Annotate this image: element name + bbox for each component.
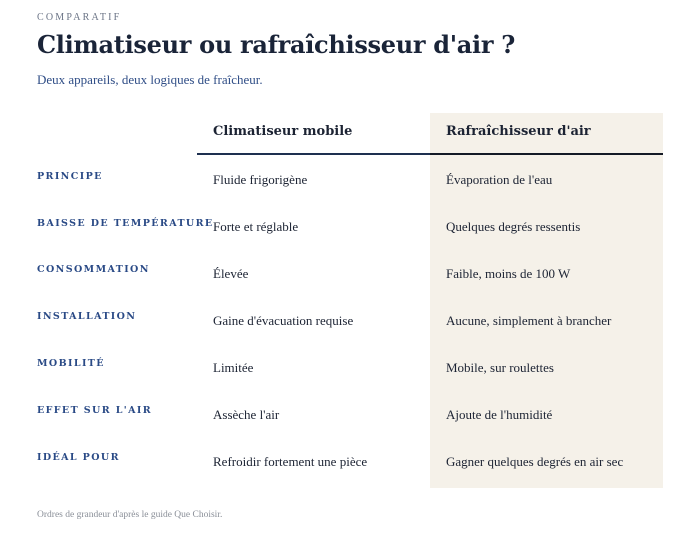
column-header-rafraichisseur: Rafraîchisseur d'air: [446, 124, 591, 139]
table-row: [0, 313, 700, 360]
column-header-climatiseur: Climatiseur mobile: [213, 124, 353, 139]
cell-climatiseur: Gaine d'évacuation requise: [213, 313, 354, 328]
table-row: [0, 172, 700, 219]
row-label: PRINCIPE: [37, 171, 103, 182]
source-footnote: Ordres de grandeur d'après le guide Que Choisir.: [37, 510, 223, 520]
cell-climatiseur: Assèche l'air: [213, 407, 280, 422]
cell-rafraichisseur: Aucune, simplement à brancher: [446, 313, 612, 328]
header-divider-highlight: [430, 153, 663, 155]
cell-climatiseur: Limitée: [213, 360, 254, 375]
row-label: INSTALLATION: [37, 311, 137, 322]
cell-climatiseur: Fluide frigorigène: [213, 172, 308, 187]
table-row: [0, 454, 700, 501]
eyebrow-label: COMPARATIF: [37, 12, 122, 23]
cell-rafraichisseur: Faible, moins de 100 W: [446, 266, 571, 281]
cell-rafraichisseur: Mobile, sur roulettes: [446, 360, 554, 375]
table-row: [0, 407, 700, 454]
table-row: [0, 219, 700, 266]
row-label: CONSOMMATION: [37, 264, 150, 275]
table-row: [0, 360, 700, 407]
page-title: Climatiseur ou rafraîchisseur d'air ?: [37, 30, 516, 59]
cell-rafraichisseur: Quelques degrés ressentis: [446, 219, 581, 234]
cell-climatiseur: Forte et réglable: [213, 219, 299, 234]
cell-climatiseur: Refroidir fortement une pièce: [213, 454, 368, 469]
table-row: [0, 266, 700, 313]
cell-rafraichisseur: Gagner quelques degrés en air sec: [446, 454, 624, 469]
row-label: MOBILITÉ: [37, 358, 105, 369]
cell-rafraichisseur: Évaporation de l'eau: [446, 172, 553, 187]
cell-climatiseur: Élevée: [213, 266, 249, 281]
page-subtitle: Deux appareils, deux logiques de fraîcheur.: [37, 72, 263, 87]
row-label: BAISSE DE TEMPÉRATURE: [37, 218, 214, 229]
cell-rafraichisseur: Ajoute de l'humidité: [446, 407, 553, 422]
row-label: IDÉAL POUR: [37, 452, 120, 463]
row-label: EFFET SUR L'AIR: [37, 405, 152, 416]
